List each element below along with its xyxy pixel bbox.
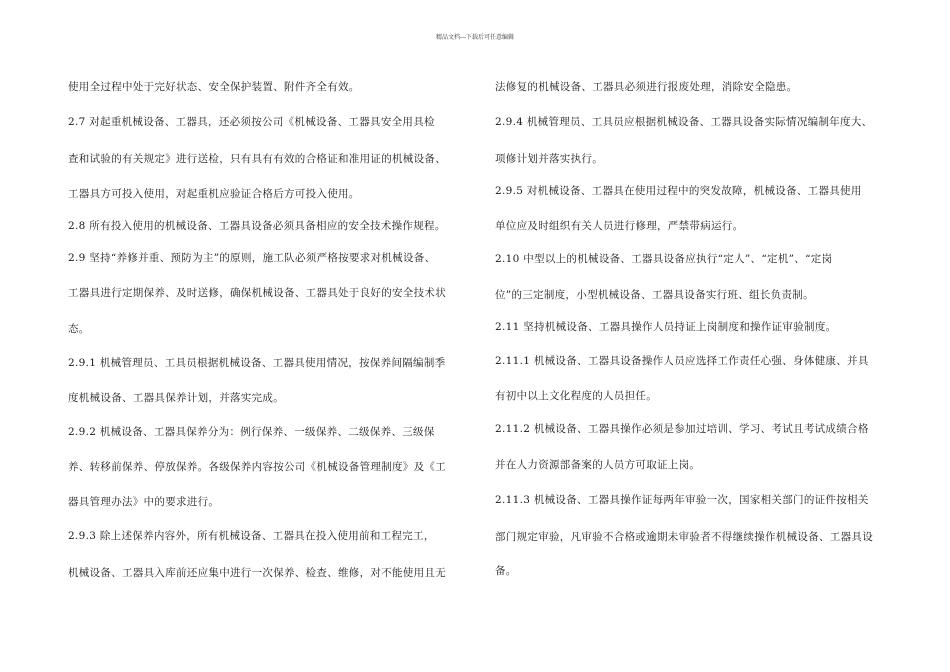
text-line: 2.11 坚持机械设备、工器具操作人员持证上岗制度和操作证审验制度。: [495, 321, 837, 333]
text-line: 态。: [68, 323, 90, 335]
text-line: 使用全过程中处于完好状态、安全保护装置、附件齐全有效。: [68, 81, 360, 93]
text-line: 有初中以上文化程度的人员担任。: [495, 390, 657, 402]
text-line: 2.10 中型以上的机械设备、工器具设备应执行“定人”、“定机”、“定岗: [495, 253, 833, 265]
text-line: 2.9.1 机械管理员、工具员根据机械设备、工器具使用情况，按保养间隔编制季: [68, 357, 446, 369]
text-line: 2.11.1 机械设备、工器具设备操作人员应选择工作责任心强、身体健康、并具: [495, 355, 869, 367]
text-line: 2.11.2 机械设备、工器具操作必须是参加过培训、学习、考试且考试成绩合格: [495, 423, 869, 435]
text-line: 2.9.4 机械管理员、工具员应根据机械设备、工器具设备实际情况编制年度大、: [495, 116, 873, 128]
text-line: 并在人力资源部备案的人员方可取证上岗。: [495, 459, 701, 471]
text-line: 单位应及时组织有关人员进行修理，严禁带病运行。: [495, 220, 744, 232]
text-line: 2.9 坚持“养修并重、预防为主”的原则，施工队必须严格按要求对机械设备、: [68, 252, 436, 264]
text-line: 工器具进行定期保养、及时送修，确保机械设备、工器具处于良好的安全技术状: [68, 287, 446, 299]
text-line: 机械设备、工器具入库前还应集中进行一次保养、检查、维修，对不能使用且无: [68, 567, 446, 579]
text-line: 养、转移前保养、停放保养。各级保养内容按公司《机械设备管理制度》及《工: [68, 461, 446, 473]
text-line: 2.8 所有投入使用的机械设备、工器具设备必须具备相应的安全技术操作规程。: [68, 220, 446, 232]
text-line: 部门规定审验，凡审验不合格或逾期未审验者不得继续操作机械设备、工器具设: [495, 531, 873, 543]
text-line: 2.11.3 机械设备、工器具操作证每两年审验一次，国家相关部门的证件按相关: [495, 494, 869, 506]
text-line: 2.9.3 除上述保养内容外，所有机械设备、工器具在投入使用前和工程完工，: [68, 530, 435, 542]
text-line: 查和试验的有关规定》进行送检，只有具有有效的合格证和准用证的机械设备、: [68, 153, 446, 165]
text-line: 器具管理办法》中的要求进行。: [68, 496, 220, 508]
text-line: 备。: [495, 565, 517, 577]
text-line: 2.9.5 对机械设备、工器具在使用过程中的突发故障，机械设备、工器具使用: [495, 185, 862, 197]
text-line: 2.9.2 机械设备、工器具保养分为：例行保养、一级保养、二级保养、三级保: [68, 426, 435, 438]
text-line: 项修计划并落实执行。: [495, 153, 603, 165]
text-line: 工器具方可投入使用，对起重机应验证合格后方可投入使用。: [68, 188, 360, 200]
page-header: 精品文档---下载后可任意编辑: [435, 34, 515, 41]
text-line: 法修复的机械设备、工器具必须进行报废处理，消除安全隐患。: [495, 81, 798, 93]
text-line: 位”的三定制度，小型机械设备、工器具设备实行班、组长负责制。: [495, 289, 814, 301]
text-line: 度机械设备、工器具保养计划，并落实完成。: [68, 392, 284, 404]
text-line: 2.7 对起重机械设备、工器具，还必须按公司《机械设备、工器具安全用具检: [68, 116, 435, 128]
